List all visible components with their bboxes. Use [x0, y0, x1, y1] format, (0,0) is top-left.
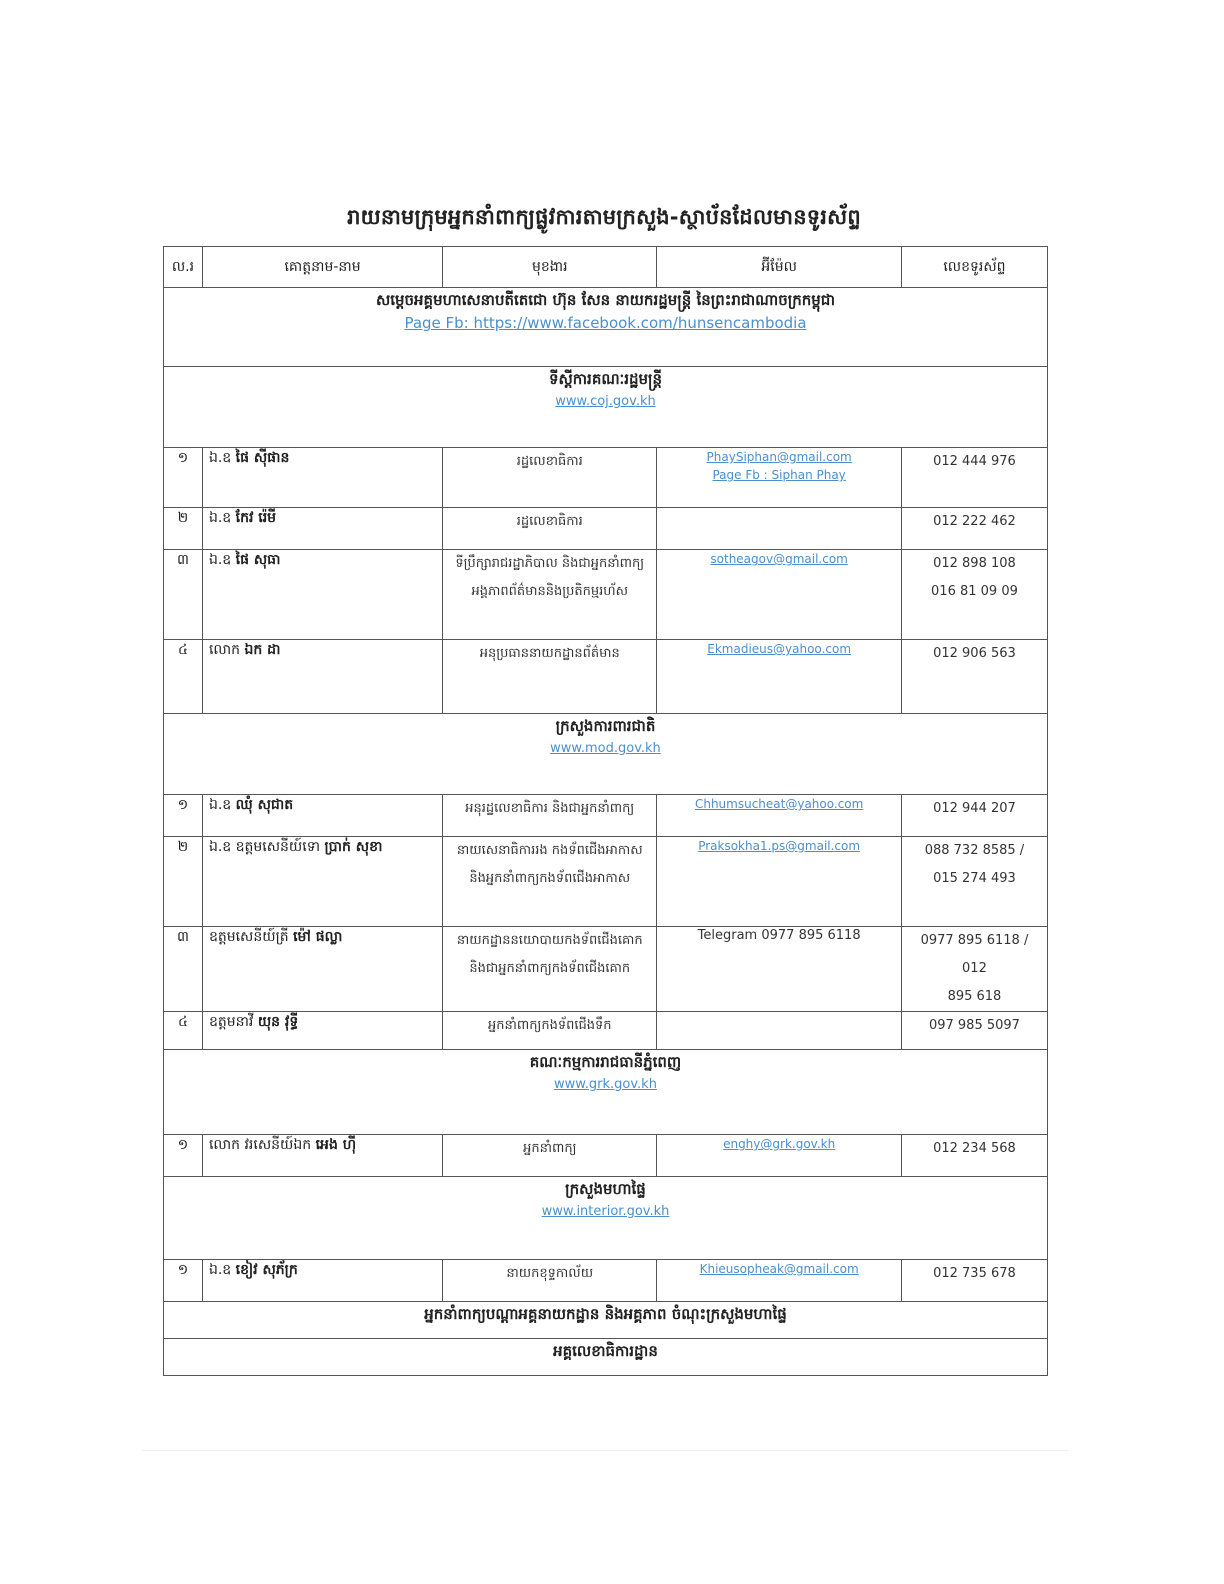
spokesperson-table: [163, 246, 1048, 1376]
email-cell: [657, 640, 902, 714]
person-name: [202, 837, 442, 927]
section-link[interactable]: www.coj.gov.kh: [555, 394, 656, 409]
person-name: [202, 448, 442, 508]
phone: 012 222 462: [901, 508, 1047, 550]
phone: 012 234 568: [901, 1135, 1047, 1177]
section-row: [164, 1339, 1048, 1376]
section-link[interactable]: www.mod.gov.kh: [550, 741, 661, 756]
position: រដ្ឋលេខាធិការ: [443, 508, 657, 550]
section-link[interactable]: www.grk.gov.kh: [554, 1077, 657, 1092]
name-prefix: ឯ.ឧ: [208, 797, 232, 813]
table-header-row: [164, 247, 1048, 288]
table-row: [164, 640, 1048, 714]
section-title: ទីស្តីការគណៈរដ្ឋមន្ត្រី: [548, 370, 663, 388]
phone-cell: [901, 837, 1047, 927]
email-cell: [657, 1012, 902, 1050]
position: អនុប្រធាននាយកដ្ឋានព័ត៌មាន: [443, 640, 657, 714]
email-cell: [657, 448, 902, 508]
phone: 012 735 678: [901, 1260, 1047, 1302]
name-prefix: ឯ.ឧ: [208, 1262, 232, 1278]
name-text: ផៃ ស៊ីផាន: [235, 450, 290, 466]
email-cell: [657, 550, 902, 640]
row-number: ១: [164, 795, 203, 837]
row-number: ៤: [164, 640, 203, 714]
name-text: ម៉ៅ ផល្លា: [293, 929, 343, 945]
name-prefix: ឯ.ឧ ឧត្តមសេនីយ៍ទោ: [208, 839, 321, 855]
table-row: [164, 837, 1048, 927]
table-row: [164, 1260, 1048, 1302]
name-prefix: ឯ.ឧ: [208, 450, 232, 466]
email-link[interactable]: Chhumsucheat@yahoo.com: [694, 797, 864, 811]
document-title: រាយនាមក្រុមអ្នកនាំពាក្យផ្លូវការតាមក្រសួង-ស្ថាប័នដែលមានទូរស័ព្ទ: [347, 205, 861, 229]
email-cell: [657, 508, 902, 550]
section-row: [164, 714, 1048, 795]
position: នាយកខុទ្ទកាល័យ: [443, 1260, 657, 1302]
person-name: [202, 795, 442, 837]
row-number: ១: [164, 448, 203, 508]
name-prefix: លោក: [208, 642, 241, 658]
section-title: សម្តេចអគ្គមហាសេនាបតីតេជោ ហ៊ុន សែន នាយករដ្ឋមន្ត្រី នៃព្រះរាជាណាចក្រកម្ពុជា: [375, 291, 836, 309]
name-prefix: ឧត្តមនាវី: [208, 1014, 254, 1030]
phone: 088 732 8585 /: [924, 843, 1025, 858]
email-cell: [657, 795, 902, 837]
footer-divider: [142, 1450, 1068, 1451]
phone: 012 444 976: [901, 448, 1047, 508]
header-no: ល.រ: [164, 247, 203, 288]
name-prefix: លោក វរសេនីយ៍ឯក: [208, 1137, 312, 1153]
name-text: កែវ រ៉េមី: [235, 510, 277, 526]
row-number: ២: [164, 508, 203, 550]
phone-cell: [901, 550, 1047, 640]
header-name: គោត្តនាម-នាម: [202, 247, 442, 288]
email-link[interactable]: PhaySiphan@gmail.com: [706, 450, 852, 464]
name-text: ប្រាក់ សុខា: [324, 839, 383, 855]
table-row: [164, 795, 1048, 837]
email-cell: [657, 1260, 902, 1302]
table-row: [164, 927, 1048, 1012]
facebook-link[interactable]: Page Fb : Siphan Phay: [712, 468, 846, 482]
name-prefix: ឯ.ឧ: [208, 510, 232, 526]
person-name: [202, 1135, 442, 1177]
name-prefix: ឯ.ឧ: [208, 552, 232, 568]
email-cell: [657, 1135, 902, 1177]
phone-cell: [901, 927, 1047, 1012]
position: អ្នកនាំពាក្យកងទ័ពជើងទឹក: [443, 1012, 657, 1050]
email-cell: [657, 927, 902, 1012]
person-name: [202, 640, 442, 714]
row-number: ២: [164, 837, 203, 927]
subtitle: អ្នកនាំពាក្យបណ្តាអគ្គនាយកដ្ឋាន និងអគ្គភាព ចំណុះក្រសួងមហាផ្ទៃ: [424, 1305, 787, 1323]
row-number: ១: [164, 1135, 203, 1177]
email-link[interactable]: Khieusopheak@gmail.com: [699, 1262, 859, 1276]
phone: 012 944 207: [901, 795, 1047, 837]
phone: 0977 895 6118 / 012: [920, 933, 1029, 976]
table-row: [164, 508, 1048, 550]
section-title: គណៈកម្មការរាជធានីភ្នំពេញ: [529, 1053, 682, 1071]
name-text: អេង ហ៊ី: [315, 1137, 357, 1153]
phone: 895 618: [947, 989, 1002, 1004]
phone: 012 898 108: [933, 556, 1016, 571]
email-cell: [657, 837, 902, 927]
subtitle-row: [164, 1302, 1048, 1339]
header-position: មុខងារ: [443, 247, 657, 288]
person-name: [202, 1260, 442, 1302]
header-email: អ៊ីម៉ែល: [657, 247, 902, 288]
phone: 097 985 5097: [901, 1012, 1047, 1050]
row-number: ១: [164, 1260, 203, 1302]
email-link[interactable]: sotheagov@gmail.com: [710, 552, 848, 566]
position: រដ្ឋលេខាធិការ: [443, 448, 657, 508]
name-prefix: ឧត្តមសេនីយ៍ត្រី: [208, 929, 289, 945]
email-link[interactable]: Ekmadieus@yahoo.com: [707, 642, 852, 656]
person-name: [202, 508, 442, 550]
section-link[interactable]: www.interior.gov.kh: [541, 1204, 670, 1219]
position: នាយសេនាធិការរង កងទ័ពជើងអាកាស និងអ្នកនាំពាក្យកងទ័ពជើងអាកាស: [443, 837, 657, 927]
section-row: [164, 1177, 1048, 1260]
phone: 012 906 563: [901, 640, 1047, 714]
section-link[interactable]: Page Fb: https://www.facebook.com/hunsencambodia: [404, 314, 807, 332]
person-name: [202, 1012, 442, 1050]
person-name: [202, 927, 442, 1012]
section-row: [164, 367, 1048, 448]
name-text: យុន វុទ្ធី: [257, 1014, 299, 1030]
phone: 015 274 493: [933, 871, 1016, 886]
email-link[interactable]: Praksokha1.ps@gmail.com: [698, 839, 861, 853]
person-name: [202, 550, 442, 640]
table-row: [164, 448, 1048, 508]
table-row: [164, 1135, 1048, 1177]
name-text: ផៃ សុធា: [235, 552, 281, 568]
row-number: ៣: [164, 550, 203, 640]
section-row: [164, 1050, 1048, 1135]
row-number: ៤: [164, 1012, 203, 1050]
phone: 016 81 09 09: [931, 584, 1018, 599]
position: នាយកដ្ឋាននយោបាយកងទ័ពជើងគោក និងជាអ្នកនាំពាក្យកងទ័ពជើងគោក: [443, 927, 657, 1012]
section-row: [164, 288, 1048, 367]
telegram-contact: Telegram 0977 895 6118: [697, 928, 861, 943]
table-row: [164, 1012, 1048, 1050]
position: អ្នកនាំពាក្យ: [443, 1135, 657, 1177]
row-number: ៣: [164, 927, 203, 1012]
position: អនុរដ្ឋលេខាធិការ និងជាអ្នកនាំពាក្យ: [443, 795, 657, 837]
section-title: អគ្គលេខាធិការដ្ឋាន: [553, 1342, 658, 1360]
email-link[interactable]: enghy@grk.gov.kh: [723, 1137, 836, 1151]
name-text: ខៀវ សុភ័ក្រ: [235, 1262, 298, 1278]
position: ទីប្រឹក្សារាជរដ្ឋាភិបាល និងជាអ្នកនាំពាក្យអង្គភាពព័ត៌មាននិងប្រតិកម្មរហ័ស: [443, 550, 657, 640]
table-row: [164, 550, 1048, 640]
name-text: ឯក ដា: [244, 642, 281, 658]
name-text: ឈុំ សុជាត: [235, 797, 294, 813]
section-title: ក្រសួងការពារជាតិ: [555, 717, 656, 735]
header-phone: លេខទូរស័ព្ទ: [901, 247, 1047, 288]
section-title: ក្រសួងមហាផ្ទៃ: [565, 1180, 646, 1198]
